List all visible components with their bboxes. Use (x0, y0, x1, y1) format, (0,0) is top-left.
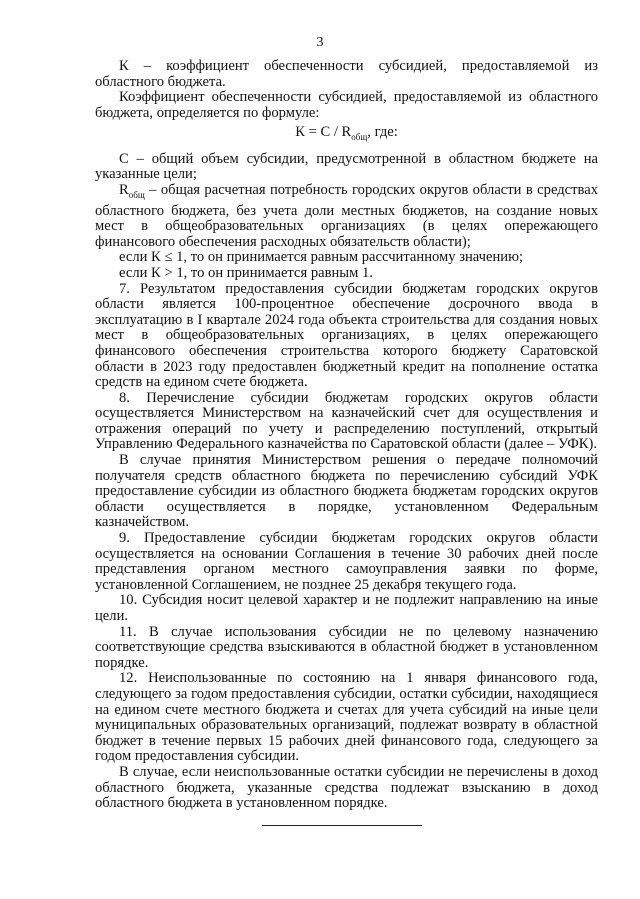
r-subscript: общ (128, 189, 145, 200)
paragraph-9: 9. Предоставление субсидии бюджетам городских округов области осуществляется на основании Соглашения в течение 30 рабочих дней после представления органом местного самоуправления заявки по форме, установленной Соглашением, не позднее 25 декабря текущего года. (95, 530, 598, 593)
paragraph-8: 8. Перечисление субсидии бюджетам городских округов области осуществляется Министерством на казначейский счет для осуществления и отражения операций по учету и распределению поступлений, открытый Управлению Федерального казначейства по Саратовской области (далее – УФК). (95, 389, 598, 453)
k-formula-intro: Коэффициент обеспеченности субсидией, предоставляемой из областного бюджета, определяется по формуле: (95, 89, 598, 121)
paragraph-8-continued: В случае принятия Министерством решения о передаче полномочий получателя средств областного бюджета по перечислению субсидий УФК предоставление субсидии из областного бюджета бюджетам городских округов области осуществляется в порядке, установленном Федеральным казначейством. (95, 452, 598, 531)
paragraph-10: 10. Субсидия носит целевой характер и не подлежит направлению на иные цели. (95, 592, 598, 624)
formula-subscript: общ (351, 132, 368, 143)
c-definition: С – общий объем субсидии, предусмотренной в областном бюджете на указанные цели; (95, 150, 598, 183)
formula-suffix: , где: (367, 124, 398, 141)
r-definition (95, 183, 598, 250)
end-rule (262, 825, 422, 826)
k-definition: К – коэффициент обеспеченности субсидией, предоставляемой из областного бюджета. (95, 58, 598, 90)
document-body (95, 59, 598, 812)
paragraph-12: 12. Неиспользованные по состоянию на 1 января финансового года, следующего за годом предоставления субсидии, остатки субсидии, находящиеся на едином счете местного бюджета и счетах для учета субсидий на иные цели муниципальных образовательных организаций, подлежат возврату в областной бюджет в течение первых 15 рабочих дней финансового года, следующего за годом предоставления субсидии. (95, 670, 598, 765)
formula (95, 125, 598, 146)
r-definition-text: – общая расчетная потребность городских округов области в средствах областного бюджета, без учета доли местных бюджетов, на создание новых мест в общеобразовательных организациях (в целях опережающего финансового обеспечения расходных обязательств области); (95, 182, 598, 250)
paragraph-12-continued: В случае, если неиспользованные остатки субсидии не перечислены в доход областного бюджета, указанные средства подлежат взысканию в доход областного бюджета в установленном порядке. (95, 763, 598, 812)
r-symbol: R (119, 182, 129, 199)
paragraph-7: 7. Результатом предоставления субсидии бюджетам городских округов области является 100-процентное обеспечение досрочного ввода в эксплуатацию в I квартале 2024 года объекта строительства для создания новых мест в общеобразовательных организациях, в целях опережающего финансового обеспечения строительства которого бюджету Саратовской области в 2023 году предоставлен бюджетный кредит на пополнение остатка средств на едином счете бюджета. (95, 280, 598, 391)
page-number: 3 (316, 35, 324, 50)
paragraph-11: 11. В случае использования субсидии не по целевому назначению соответствующие средства взыскиваются в областной бюджет в установленном порядке. (95, 623, 598, 671)
condition-1: если К ≤ 1, то он принимается равным рассчитанному значению; (119, 249, 524, 266)
formula-main: К = С / R (295, 124, 352, 141)
condition-2: если К > 1, то он принимается равным 1. (119, 264, 373, 281)
